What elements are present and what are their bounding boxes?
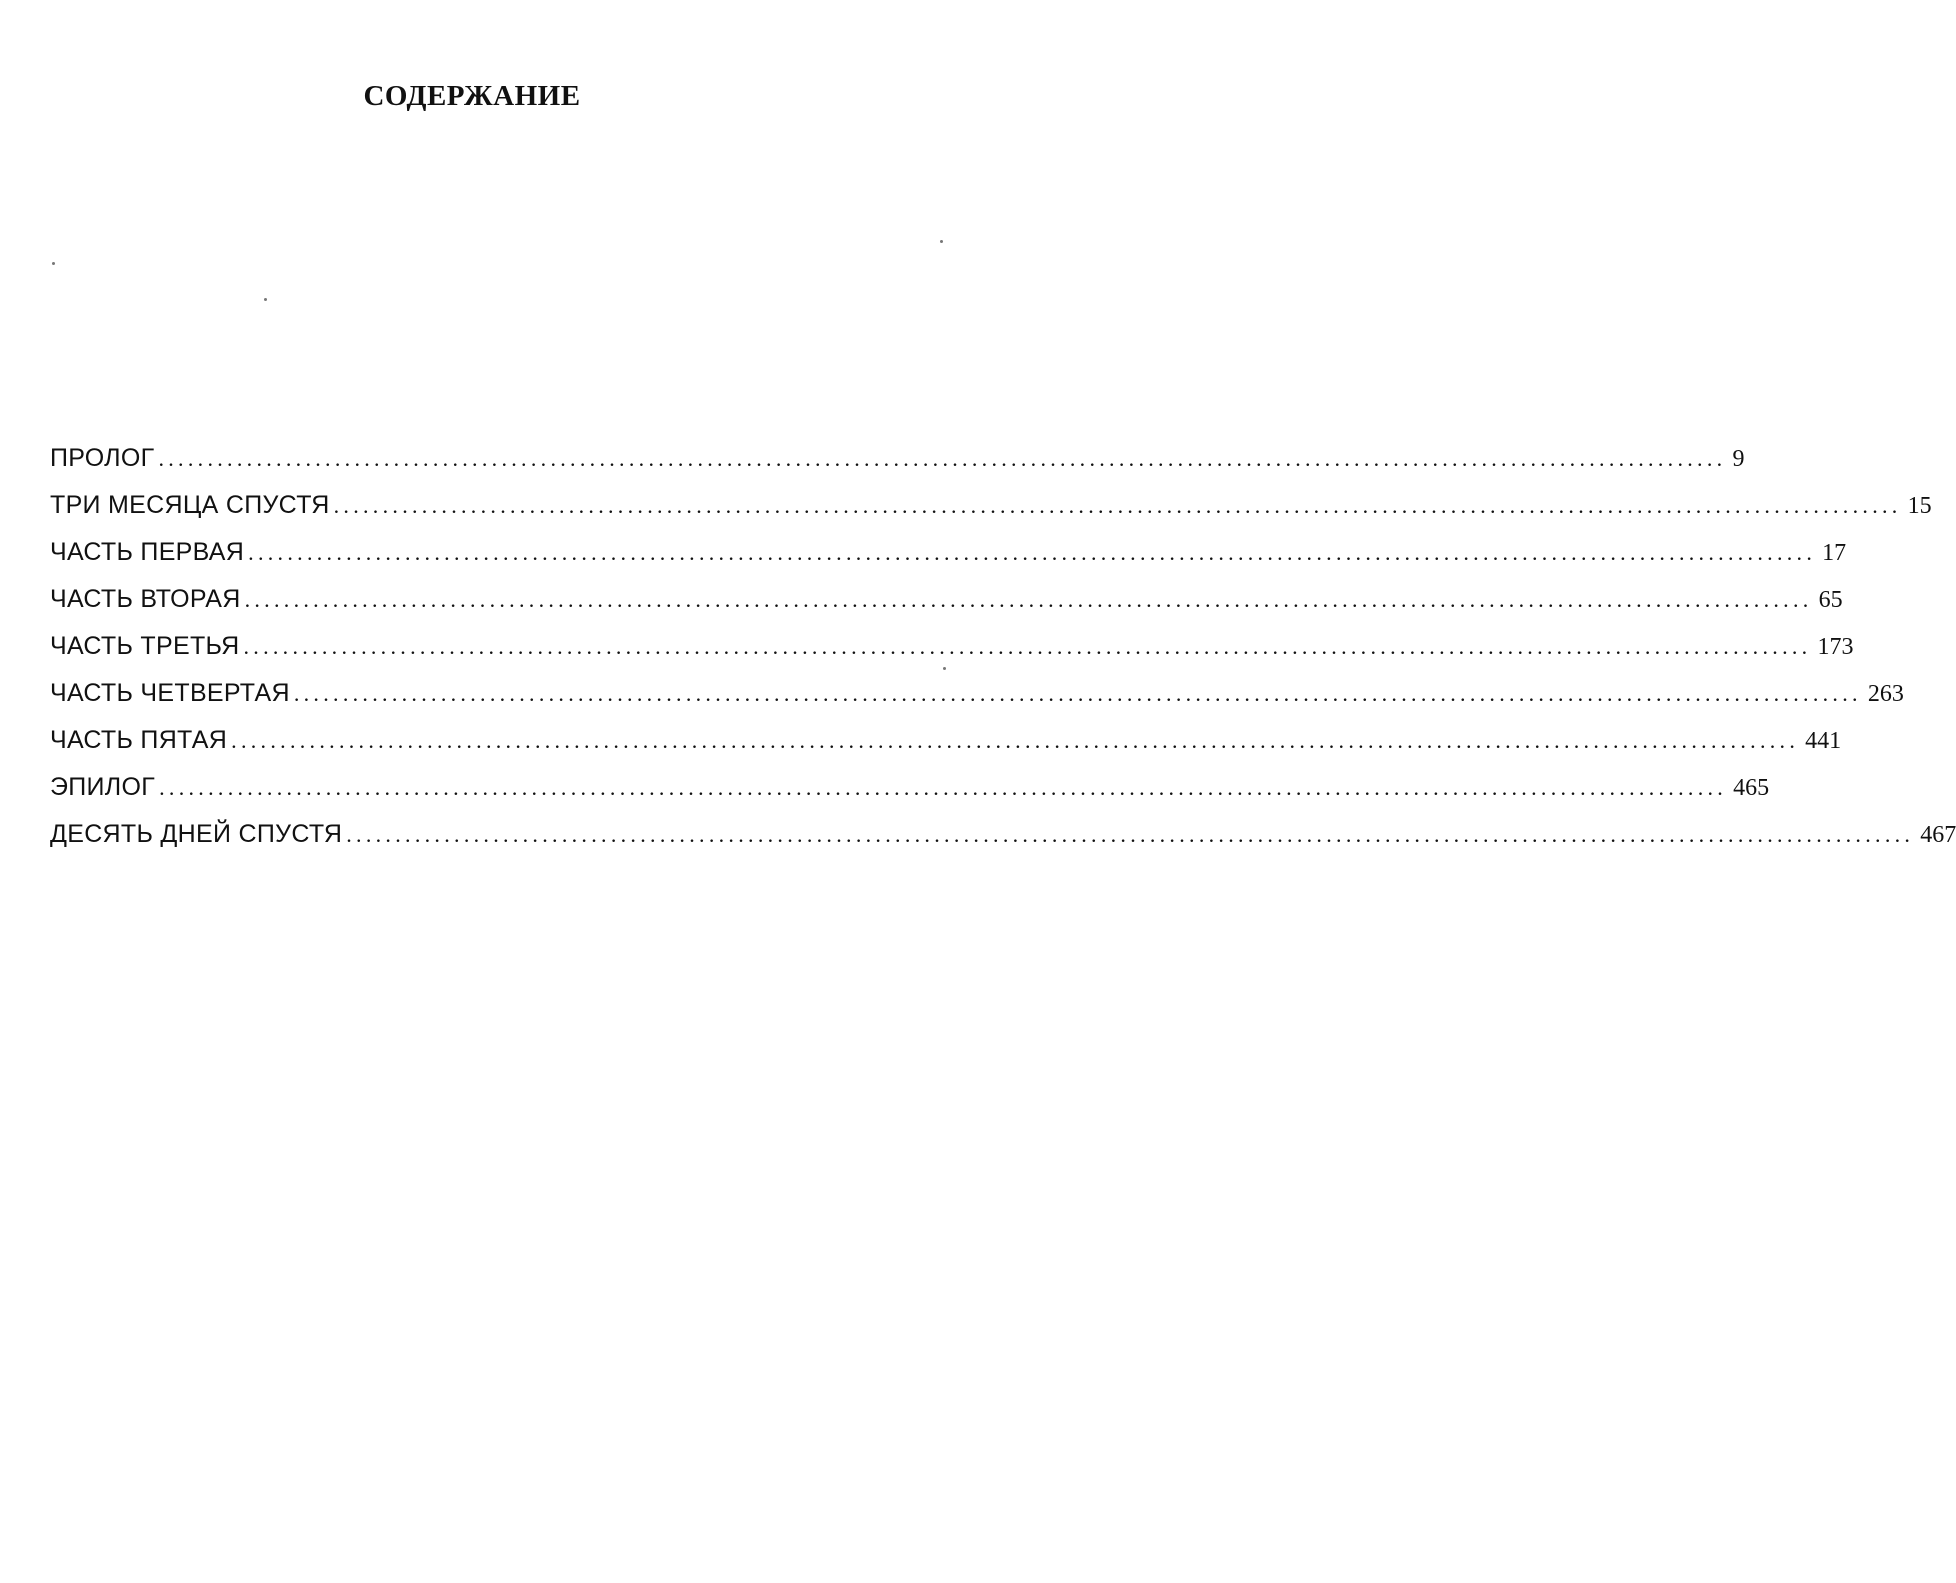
toc-entry-label: ДЕСЯТЬ ДНЕЙ СПУСТЯ	[50, 820, 343, 848]
toc-entry-label: ЧАСТЬ ПЕРВАЯ	[50, 538, 245, 566]
toc-entry-page: 465	[1733, 775, 1770, 801]
dot-leader: ................................................................................................................................................................	[333, 493, 1902, 518]
dot-leader: ................................................................................................................................................................	[244, 587, 1813, 612]
toc-entry-label: ПРОЛОГ	[50, 444, 155, 472]
dot-leader: ................................................................................................................................................................	[293, 681, 1862, 706]
dot-leader: ................................................................................................................................................................	[231, 728, 1800, 753]
dot-leader: ................................................................................................................................................................	[159, 775, 1728, 800]
toc-entry	[50, 679, 1904, 726]
toc-entry	[50, 444, 1745, 491]
toc-entry-label: ТРИ МЕСЯЦА СПУСТЯ	[50, 491, 330, 519]
toc-entry	[50, 773, 1770, 820]
toc-entry-page: 9	[1732, 446, 1745, 472]
toc-entry-label: ЭПИЛОГ	[50, 773, 156, 801]
toc-entry-page: 15	[1907, 493, 1932, 519]
toc-entry-label: ЧАСТЬ ПЯТАЯ	[50, 726, 228, 754]
paper-speck	[943, 667, 946, 670]
toc-entry-page: 173	[1817, 634, 1854, 660]
paper-speck	[264, 298, 267, 301]
paper-speck	[940, 240, 943, 243]
toc-entry-label: ЧАСТЬ ЧЕТВЕРТАЯ	[50, 679, 290, 707]
toc-entry	[50, 538, 1847, 585]
dot-leader: ................................................................................................................................................................	[248, 540, 1817, 565]
toc-entry-page: 467	[1920, 822, 1956, 848]
paper-speck	[52, 262, 55, 265]
dot-leader: ................................................................................................................................................................	[346, 822, 1915, 847]
toc-entry	[50, 820, 1956, 867]
toc-entry-label: ЧАСТЬ ТРЕТЬЯ	[50, 632, 240, 660]
page-title: СОДЕРЖАНИЕ	[363, 80, 581, 112]
toc-entry-page: 17	[1822, 540, 1847, 566]
toc-entry	[50, 491, 1932, 538]
table-of-contents	[50, 444, 1956, 867]
dot-leader: ................................................................................................................................................................	[158, 446, 1727, 471]
toc-entry-label: ЧАСТЬ ВТОРАЯ	[50, 585, 241, 613]
toc-entry	[50, 726, 1842, 773]
toc-entry-page: 441	[1805, 728, 1842, 754]
toc-entry-page: 65	[1818, 587, 1843, 613]
toc-entry-page: 263	[1867, 681, 1904, 707]
toc-entry	[50, 632, 1854, 679]
toc-entry	[50, 585, 1843, 632]
dot-leader: ................................................................................................................................................................	[243, 634, 1812, 659]
